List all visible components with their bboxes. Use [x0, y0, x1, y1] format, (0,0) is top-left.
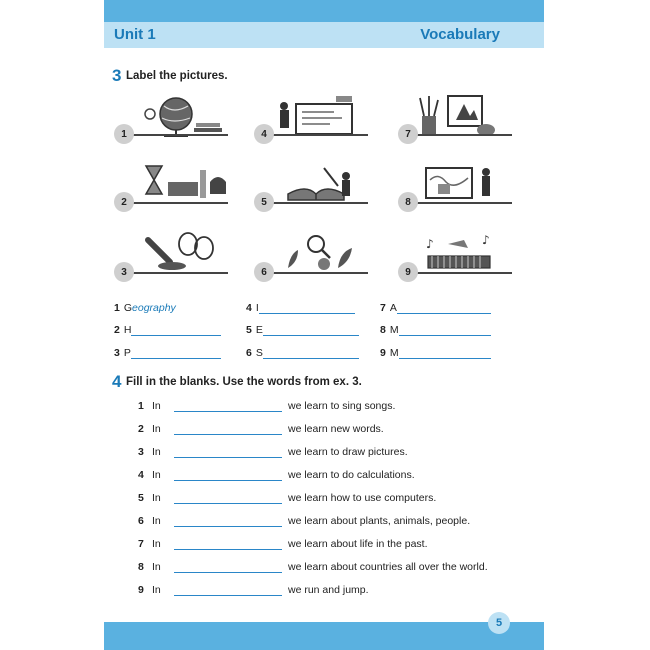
picture-number-badge: 5 — [254, 192, 274, 212]
label-row-9 — [380, 347, 491, 359]
exercise-4-number: 4 — [112, 372, 122, 391]
word-in: In — [152, 561, 161, 573]
picture-number-badge: 7 — [398, 124, 418, 144]
word-in: In — [152, 400, 161, 412]
unit-title: Unit 1 — [114, 26, 156, 43]
item-number: 7 — [138, 538, 144, 550]
sentence-text: we learn to sing songs. — [288, 400, 396, 412]
label-answer-blank[interactable] — [131, 324, 221, 336]
picture-number-badge: 6 — [254, 262, 274, 282]
label-prefix: G — [123, 302, 133, 314]
word-in: In — [152, 538, 161, 550]
answer-blank[interactable] — [174, 400, 282, 412]
workbook-page — [104, 0, 544, 650]
answer-blank[interactable] — [174, 584, 282, 596]
fill-row-8 — [138, 561, 488, 573]
word-in: In — [152, 423, 161, 435]
sentence-text: we learn to draw pictures. — [288, 446, 408, 458]
label-row-5 — [246, 324, 359, 336]
label-row-6 — [246, 347, 359, 359]
answer-blank[interactable] — [174, 515, 282, 527]
label-row-4 — [246, 302, 355, 314]
section-title: Vocabulary — [420, 26, 500, 43]
label-prefix: M — [389, 324, 399, 336]
label-number: 7 — [380, 302, 386, 314]
item-number: 2 — [138, 423, 144, 435]
label-prefix: M — [389, 347, 399, 359]
picture-number-badge: 9 — [398, 262, 418, 282]
picture-number-badge: 2 — [114, 192, 134, 212]
ground-line — [408, 272, 512, 274]
item-number: 3 — [138, 446, 144, 458]
word-in: In — [152, 446, 161, 458]
item-number: 5 — [138, 492, 144, 504]
item-number: 8 — [138, 561, 144, 573]
picture-6 — [254, 230, 372, 284]
answer-blank[interactable] — [174, 538, 282, 550]
sentence-text: we learn to do calculations. — [288, 469, 415, 481]
label-prefix: P — [123, 347, 131, 359]
answer-blank[interactable] — [174, 492, 282, 504]
picture-4 — [254, 92, 372, 146]
label-row-8 — [380, 324, 491, 336]
label-row-7 — [380, 302, 491, 314]
picture-number-badge: 1 — [114, 124, 134, 144]
ground-line — [408, 134, 512, 136]
answer-blank[interactable] — [174, 561, 282, 573]
label-answer-blank[interactable] — [399, 324, 491, 336]
label-number: 2 — [114, 324, 120, 336]
picture-number-badge: 3 — [114, 262, 134, 282]
bottom-band — [104, 622, 544, 650]
fill-row-4 — [138, 469, 415, 481]
label-number: 6 — [246, 347, 252, 359]
sentence-text: we learn new words. — [288, 423, 384, 435]
sentence-text: we learn about countries all over the world. — [288, 561, 488, 573]
fill-row-7 — [138, 538, 428, 550]
fill-row-3 — [138, 446, 408, 458]
label-number: 8 — [380, 324, 386, 336]
ground-line — [124, 134, 228, 136]
ground-line — [264, 134, 368, 136]
exercise-3-title: Label the pictures. — [126, 70, 228, 82]
picture-1 — [114, 92, 232, 146]
label-number: 4 — [246, 302, 252, 314]
label-number: 3 — [114, 347, 120, 359]
ground-line — [264, 202, 368, 204]
label-number: 1 — [114, 302, 120, 314]
picture-7 — [398, 92, 516, 146]
picture-number-badge: 8 — [398, 192, 418, 212]
label-row-3 — [114, 347, 221, 359]
ground-line — [124, 272, 228, 274]
word-in: In — [152, 515, 161, 527]
picture-2 — [114, 160, 232, 214]
label-answer-blank[interactable] — [131, 347, 221, 359]
label-answer[interactable]: eography — [132, 302, 176, 314]
sentence-text: we run and jump. — [288, 584, 369, 596]
ground-line — [264, 272, 368, 274]
ground-line — [408, 202, 512, 204]
answer-blank[interactable] — [174, 446, 282, 458]
word-in: In — [152, 492, 161, 504]
label-answer-blank[interactable] — [397, 302, 491, 314]
svg-text:♪: ♪ — [426, 237, 434, 251]
label-prefix: I — [255, 302, 259, 314]
word-in: In — [152, 469, 161, 481]
label-number: 5 — [246, 324, 252, 336]
label-answer-blank[interactable] — [259, 302, 355, 314]
picture-9 — [398, 230, 516, 284]
fill-row-1 — [138, 400, 395, 412]
svg-text:♪: ♪ — [482, 233, 490, 247]
sentence-text: we learn about life in the past. — [288, 538, 428, 550]
item-number: 4 — [138, 469, 144, 481]
top-strip — [104, 0, 544, 22]
sentence-text: we learn how to use computers. — [288, 492, 437, 504]
answer-blank[interactable] — [174, 469, 282, 481]
label-number: 9 — [380, 347, 386, 359]
fill-row-5 — [138, 492, 436, 504]
exercise-4-title: Fill in the blanks. Use the words from ex. 3. — [126, 376, 362, 388]
item-number: 9 — [138, 584, 144, 596]
answer-blank[interactable] — [174, 423, 282, 435]
label-row-1 — [114, 302, 176, 314]
fill-row-9 — [138, 584, 369, 596]
picture-3 — [114, 230, 232, 284]
label-answer-blank[interactable] — [399, 347, 491, 359]
label-prefix: S — [255, 347, 263, 359]
ground-line — [124, 202, 228, 204]
page-number: 5 — [488, 612, 510, 634]
fill-row-6 — [138, 515, 470, 527]
item-number: 6 — [138, 515, 144, 527]
label-prefix: E — [255, 324, 263, 336]
picture-number-badge: 4 — [254, 124, 274, 144]
label-answer-blank[interactable] — [263, 347, 359, 359]
label-answer-blank[interactable] — [263, 324, 359, 336]
exercise-3-number: 3 — [112, 66, 122, 85]
label-prefix: A — [389, 302, 397, 314]
picture-8 — [398, 160, 516, 214]
item-number: 1 — [138, 400, 144, 412]
picture-5 — [254, 160, 372, 214]
label-prefix: H — [123, 324, 132, 336]
word-in: In — [152, 584, 161, 596]
fill-row-2 — [138, 423, 384, 435]
label-row-2 — [114, 324, 221, 336]
sentence-text: we learn about plants, animals, people. — [288, 515, 471, 527]
